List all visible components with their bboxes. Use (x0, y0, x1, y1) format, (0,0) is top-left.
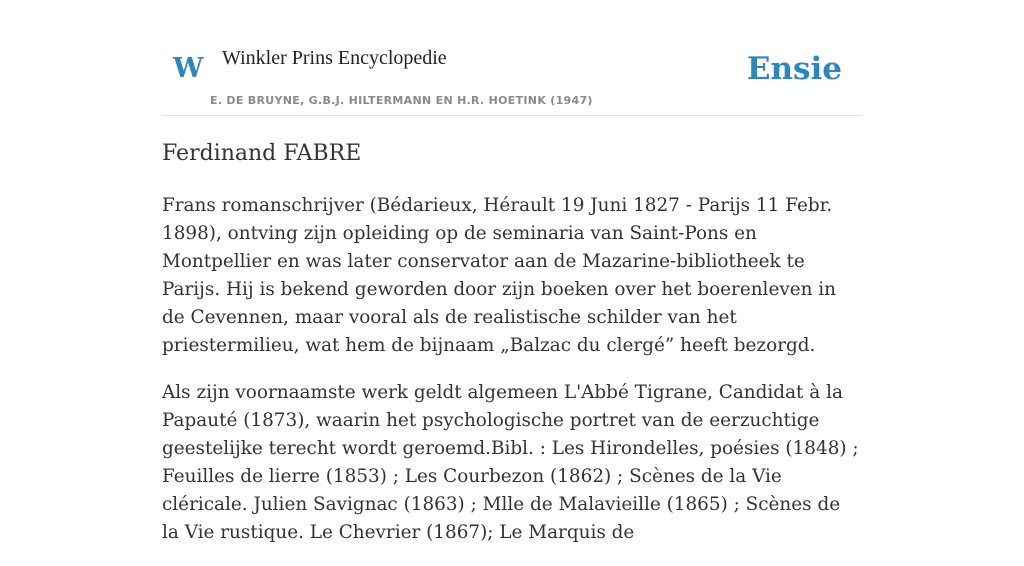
article-paragraph: Als zijn voornaamste werk geldt algemeen L'Abbé Tigrane, Candidat à la Papauté (1873), waarin het psychologische portret van de eerzuchtige geestelijke terecht wordt geroemd.Bibl. : Les Hirondelles, poésies (1848) ; Feuilles de lierre (1853) ; Les Courbezon (1862) ; Scènes de la Vie cléricale. Julien Savignac (1863) ; Mlle de Malavieille (1865) ; Scènes de la Vie rustique. Le Chevrier (1867); Le Marquis de (162, 382, 859, 543)
article-title: Ferdinand FABRE (162, 141, 362, 166)
source-title[interactable]: Winkler Prins Encyclopedie (222, 47, 447, 69)
article-body (162, 192, 862, 566)
winkler-prins-logo[interactable]: W (173, 53, 204, 84)
source-header (162, 0, 862, 116)
ensie-brand-logo[interactable]: Ensie (746, 51, 842, 87)
article-container (162, 0, 862, 543)
source-authors: E. DE BRUYNE, G.B.J. HILTERMANN EN H.R. HOETINK (1947) (210, 94, 593, 107)
article-paragraph: Frans romanschrijver (Bédarieux, Hérault 19 Juni 1827 - Parijs 11 Febr. 1898), ontving zijn opleiding op de seminaria van Saint-Pons en Montpellier en was later conservator aan de Mazarine-bibliotheek te Parijs. Hij is bekend geworden door zijn boeken over het boerenleven in de Cevennen, maar vooral als de realistische schilder van het priestermilieu, wat hem de bijnaam „Balzac du clergé” heeft bezorgd. (162, 195, 837, 356)
